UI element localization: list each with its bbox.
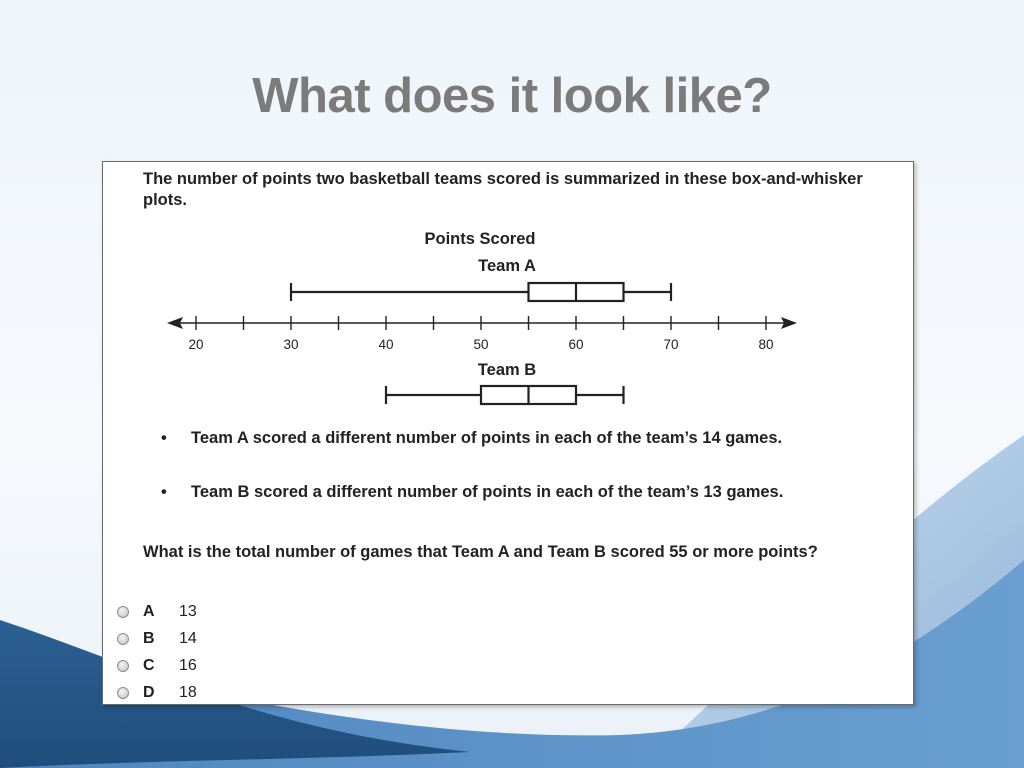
- choice-c[interactable]: [117, 656, 317, 678]
- axis-tick-label: 20: [188, 337, 204, 352]
- question-prompt: What is the total number of games that Team A and Team B scored 55 or more points?: [143, 543, 818, 561]
- chart-title: Points Scored: [424, 230, 536, 248]
- choice-d[interactable]: [117, 683, 317, 705]
- axis-tick-label: 70: [663, 337, 679, 352]
- choice-value: 14: [179, 630, 197, 647]
- choice-letter: D: [143, 684, 155, 701]
- bullet-text: Team B scored a different number of points in each of the team’s 13 games.: [191, 483, 784, 501]
- slide-title: What does it look like?: [252, 69, 772, 123]
- series-label: Team B: [477, 361, 537, 379]
- radio-button-icon[interactable]: [117, 633, 129, 645]
- axis-tick-label: 30: [283, 337, 299, 352]
- bullet-dot-icon: •: [161, 483, 167, 501]
- axis-tick-label: 40: [378, 337, 394, 352]
- question-intro: The number of points two basketball teams scored is summarized in these box-and-whisker plots.: [143, 170, 863, 209]
- choice-value: 16: [179, 657, 197, 674]
- bullet-team-a: [161, 428, 801, 449]
- choice-letter: A: [143, 603, 155, 620]
- radio-button-icon[interactable]: [117, 606, 129, 618]
- choice-b[interactable]: [117, 629, 317, 651]
- radio-button-icon[interactable]: [117, 687, 129, 699]
- choice-a[interactable]: [117, 602, 317, 624]
- choice-value: 13: [179, 603, 197, 620]
- axis-tick-label: 80: [758, 337, 774, 352]
- axis-tick-label: 50: [473, 337, 489, 352]
- series-label: Team A: [478, 257, 536, 275]
- choice-value: 18: [179, 684, 197, 701]
- bullet-dot-icon: •: [161, 429, 167, 447]
- choice-letter: B: [143, 630, 155, 647]
- bullet-text: Team A scored a different number of points in each of the team’s 14 games.: [191, 429, 783, 447]
- radio-button-icon[interactable]: [117, 660, 129, 672]
- bullet-team-b: [161, 482, 801, 503]
- question-card: [102, 161, 914, 705]
- box-plot-chart: [103, 222, 915, 412]
- axis-tick-label: 60: [568, 337, 584, 352]
- choice-letter: C: [143, 657, 155, 674]
